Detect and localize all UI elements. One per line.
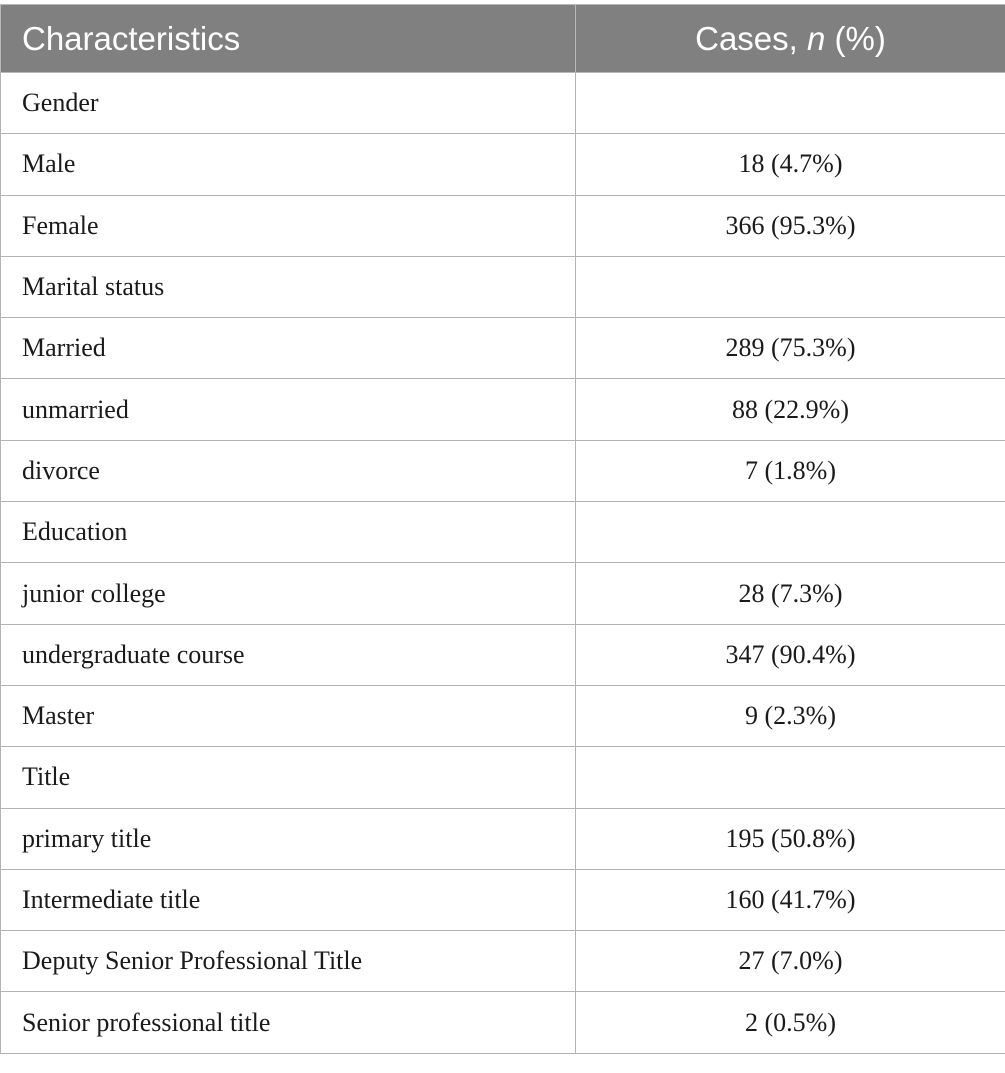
row-label: Married bbox=[1, 318, 576, 379]
header-cases-n: n bbox=[807, 19, 826, 57]
table-row bbox=[1, 869, 1005, 930]
table-row bbox=[1, 195, 1005, 256]
row-value: 160 (41.7%) bbox=[576, 869, 1005, 930]
row-value: 347 (90.4%) bbox=[576, 624, 1005, 685]
row-label: unmarried bbox=[1, 379, 576, 440]
row-label: junior college bbox=[1, 563, 576, 624]
characteristics-table bbox=[0, 4, 1005, 1054]
header-row bbox=[1, 5, 1005, 73]
table-row bbox=[1, 318, 1005, 379]
table-row bbox=[1, 73, 1005, 134]
table-row bbox=[1, 624, 1005, 685]
table-row bbox=[1, 134, 1005, 195]
table-body bbox=[1, 73, 1005, 1054]
row-value: 289 (75.3%) bbox=[576, 318, 1005, 379]
characteristics-table-container bbox=[0, 4, 1005, 1054]
row-label: Senior professional title bbox=[1, 992, 576, 1053]
row-label: divorce bbox=[1, 440, 576, 501]
row-value: 7 (1.8%) bbox=[576, 440, 1005, 501]
row-value: 2 (0.5%) bbox=[576, 992, 1005, 1053]
table-row bbox=[1, 992, 1005, 1053]
header-characteristics: Characteristics bbox=[1, 5, 576, 73]
row-label: Master bbox=[1, 685, 576, 746]
table-row bbox=[1, 379, 1005, 440]
row-value bbox=[576, 256, 1005, 317]
row-label: Male bbox=[1, 134, 576, 195]
table-row bbox=[1, 747, 1005, 808]
row-label: Female bbox=[1, 195, 576, 256]
row-label: Deputy Senior Professional Title bbox=[1, 931, 576, 992]
table-row bbox=[1, 808, 1005, 869]
table-row bbox=[1, 931, 1005, 992]
header-cases-suffix: (%) bbox=[825, 19, 886, 57]
row-value: 88 (22.9%) bbox=[576, 379, 1005, 440]
table-row bbox=[1, 502, 1005, 563]
row-value: 195 (50.8%) bbox=[576, 808, 1005, 869]
row-value bbox=[576, 502, 1005, 563]
header-cases-prefix: Cases, bbox=[695, 19, 807, 57]
row-value: 18 (4.7%) bbox=[576, 134, 1005, 195]
table-row bbox=[1, 440, 1005, 501]
table-row bbox=[1, 256, 1005, 317]
row-value: 28 (7.3%) bbox=[576, 563, 1005, 624]
row-label: Title bbox=[1, 747, 576, 808]
row-value: 9 (2.3%) bbox=[576, 685, 1005, 746]
row-label: Marital status bbox=[1, 256, 576, 317]
table-header bbox=[1, 5, 1005, 73]
row-value: 366 (95.3%) bbox=[576, 195, 1005, 256]
row-value bbox=[576, 747, 1005, 808]
row-label: Gender bbox=[1, 73, 576, 134]
row-label: Education bbox=[1, 502, 576, 563]
row-label: undergraduate course bbox=[1, 624, 576, 685]
row-label: Intermediate title bbox=[1, 869, 576, 930]
row-label: primary title bbox=[1, 808, 576, 869]
row-value bbox=[576, 73, 1005, 134]
table-row bbox=[1, 685, 1005, 746]
table-row bbox=[1, 563, 1005, 624]
row-value: 27 (7.0%) bbox=[576, 931, 1005, 992]
header-cases bbox=[576, 5, 1005, 73]
